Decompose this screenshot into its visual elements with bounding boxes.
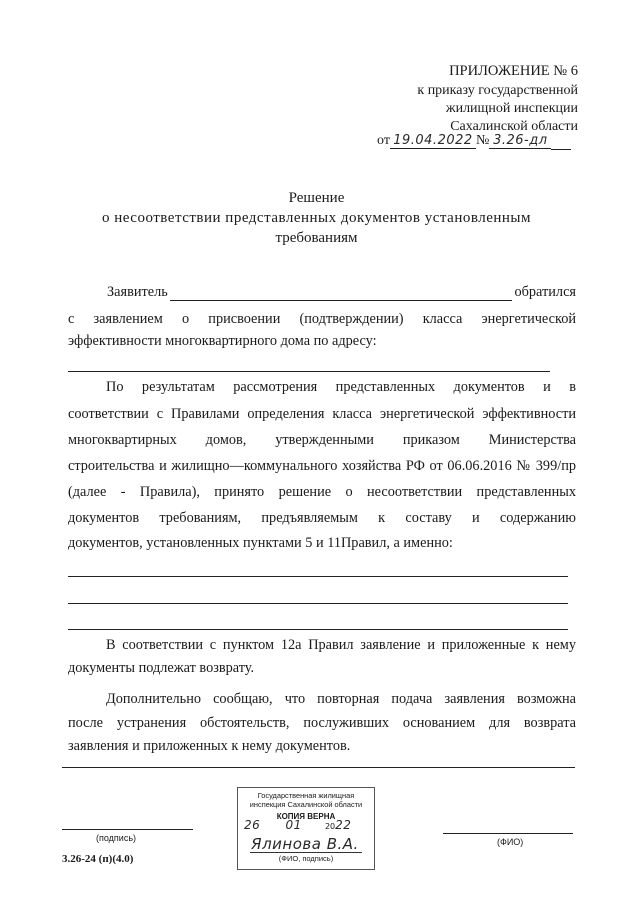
- order-date-line: [377, 133, 579, 150]
- p1-line-1: По результатам рассмотрения представленных документов и в: [106, 379, 576, 395]
- stamp-day: 26: [244, 818, 261, 832]
- order-date: 19.04.2022: [390, 133, 476, 149]
- blank-line-3: [68, 629, 568, 630]
- address-line: [68, 371, 550, 372]
- date-prefix: от: [377, 133, 390, 148]
- stamp-line-1: Государственная жилищная: [257, 791, 355, 800]
- applicant-text-2: эффективности многоквартирного дома по адресу:: [68, 333, 377, 349]
- stamp-signature: Ялинова В.А.: [251, 835, 359, 853]
- stamp-caption: (ФИО, подпись): [278, 854, 334, 863]
- p2-line-2: документы подлежат возврату.: [68, 660, 255, 676]
- p3-line-2: после устранения обстоятельств, послуживших основанием для возврата: [68, 715, 576, 731]
- p1-line-6: документов требованиям, предъявляемым к составу и содержанию: [68, 510, 576, 526]
- annex-line-1: к приказу государственной: [417, 83, 578, 98]
- order-number: 3.26-дл: [489, 133, 551, 149]
- fio-label: (ФИО): [497, 837, 524, 847]
- applicant-blank: [170, 285, 513, 301]
- fio-line: [443, 833, 573, 834]
- stamp-month: 01: [285, 818, 302, 832]
- blank-line-1: [68, 576, 568, 577]
- separator-line: [62, 767, 575, 768]
- certification-stamp: [237, 787, 375, 870]
- blank-line-2: [68, 603, 568, 604]
- number-sign: №: [475, 133, 490, 148]
- applicant-label: Заявитель: [107, 284, 168, 300]
- p3-line-3: заявления и приложенных к нему документов.: [68, 738, 351, 754]
- p3-line-1: Дополнительно сообщаю, что повторная подача заявления возможна: [106, 691, 576, 707]
- annex-number: ПРИЛОЖЕНИЕ № 6: [449, 63, 578, 79]
- signature-line: [62, 829, 193, 830]
- applicant-suffix: обратился: [514, 284, 576, 300]
- p1-line-7: документов, установленных пунктами 5 и 11Правил, а именно:: [68, 535, 453, 551]
- document-subtitle-2: требованиям: [275, 230, 358, 246]
- p1-line-2: соответствии с Правилами определения класса энергетической эффективности: [68, 406, 576, 422]
- form-code: 3.26-24 (п)(4.0): [62, 853, 134, 865]
- p2-line-1: В соответствии с пунктом 12а Правил заявление и приложенные к нему: [106, 637, 576, 653]
- annex-line-3: Сахалинской области: [450, 119, 578, 134]
- p1-line-5: (далее - Правила), принято решение о несоответствии представленных: [68, 484, 576, 500]
- applicant-line: [107, 284, 576, 301]
- p1-line-4: строительства и жилищно—коммунального хозяйства РФ от 06.06.2016 № 399/пр: [68, 458, 576, 474]
- applicant-text-1: с заявлением о присвоении (подтверждении) класса энергетической: [68, 311, 576, 327]
- stamp-line-2: инспекция Сахалинской области: [249, 800, 363, 809]
- stamp-year: 22: [335, 818, 352, 832]
- p1-line-3: многоквартирных домов, утвержденными приказом Министерства: [68, 432, 576, 448]
- stamp-line-3: КОПИЯ ВЕРНА: [276, 812, 336, 821]
- document-title: Решение: [288, 190, 345, 206]
- stamp-date: [244, 818, 368, 832]
- document-subtitle-1: о несоответствии представленных документов установленным: [101, 210, 531, 226]
- stamp-year-prefix: 20: [324, 822, 336, 831]
- annex-line-2: жилищной инспекции: [445, 101, 578, 116]
- stamp-signature-line: [250, 852, 362, 853]
- signature-label: (подпись): [96, 833, 137, 843]
